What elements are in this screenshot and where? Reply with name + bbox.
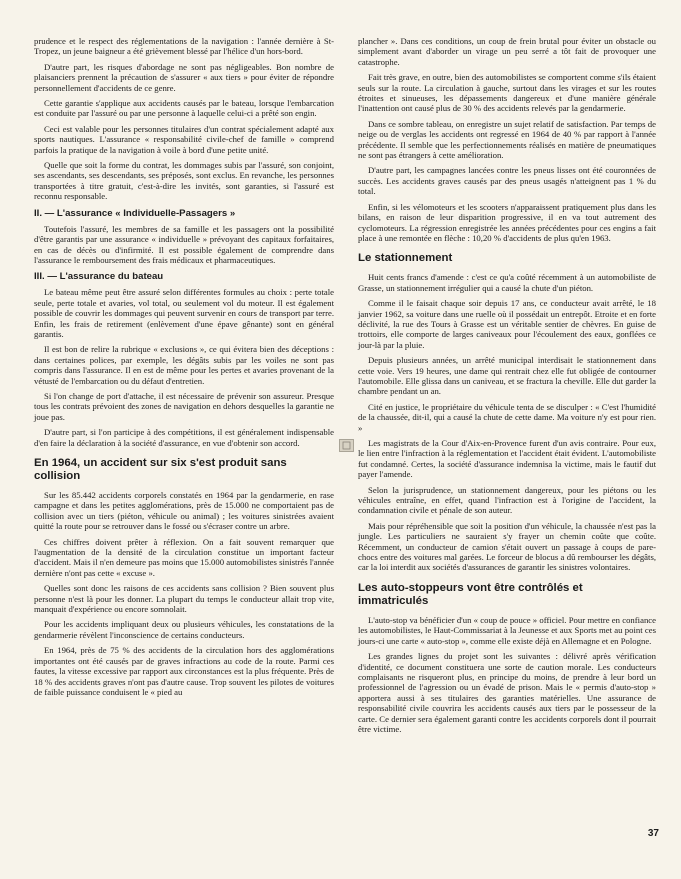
paragraph: Enfin, si les vélomoteurs et les scooters n'apparaissent pratiquement plus dans les bilans, en raison de leur disparition progressive, il en va tout autrement des cyclomoteurs. La régression enregistrée les années précédentes pour ces engins a fait place à une remontée en flèche : 10,20 % d'accidents de plus qu'en 1963. xyxy=(358,201,656,243)
paragraph: Le bateau même peut être assuré selon différentes formules au choix : perte totale seule, perte totale et avaries, vol total, ou seulement vol du moteur. Il est également possible de couvrir les dommages qui peuvent survenir en cours de transport par terre. Enfin, les frais de retirement (enlèvement d'une épave gênante) sont en général garantis. xyxy=(34,287,334,339)
binding-mark-icon xyxy=(339,439,354,452)
paragraph: Comme il le faisait chaque soir depuis 17 ans, ce conducteur avait arrêté, le 18 janvier 1962, sa voiture dans une ruelle où il possédait un entrepôt. Etroite et en forte déclivité, la rue des Tours à Grasse est un véritable sentier de chèvres. En guise de trottoirs, elle comporte de larges caniveaux pour l'écoulement des eaux, gonflées ce jour-là par la pluie. xyxy=(358,298,656,350)
paragraph: Il est bon de relire la rubrique « exclusions », ce qui évitera bien des déceptions : dans certaines polices, par exemple, les dégâts subis par les voiles ne sont pas compris dans l'assurance. Il en est de même pour les pertes et avaries provenant de la vétusté de l'embarcation ou du défaut d'entretien. xyxy=(34,344,334,386)
paragraph: Selon la jurisprudence, un stationnement dangereux, pour les piétons ou les véhicules entraîne, en effet, quand l'infraction est à l'origine de l'accident, la condamnation civile et pénale de son auteur. xyxy=(358,484,656,516)
paragraph: D'autre part, les risques d'abordage ne sont pas négligeables. Bon nombre de plaisanciers prennent la précaution de s'assurer « aux tiers » pour éviter de répondre personnellement d'accidents de ce genre. xyxy=(34,61,334,93)
paragraph: plancher ». Dans ces conditions, un coup de frein brutal pour éviter un obstacle ou simplement avant d'aborder un virage un peu serré a tôt fait de provoquer une catastrophe. xyxy=(358,36,656,67)
subsection-heading: III. — L'assurance du bateau xyxy=(34,271,164,283)
page-number: 37 xyxy=(647,828,659,839)
paragraph: prudence et le respect des réglementations de la navigation : l'année dernière à St-Tropez, un jeune baigneur a été grièvement blessé par l'hélice d'un hors-bord. xyxy=(34,36,334,57)
section-heading: En 1964, un accident sur six s'est produit sans collision xyxy=(34,457,287,482)
left-column xyxy=(34,36,334,702)
paragraph: Cité en justice, le propriétaire du véhicule tenta de se disculper : « C'est l'humidité de la chaussée, dit-il, qui a causé la chute de cette dame. Ma voiture n'y est pour rien. » xyxy=(358,401,656,433)
paragraph: L'auto-stop va bénéficier d'un « coup de pouce » officiel. Pour mettre en confiance les automobilistes, le Haut-Commissariat à la Jeunesse et aux Sports met au point ces jours-ci une carte « auto-stop », comme elle existe déjà en Allemagne et en Pologne. xyxy=(358,614,656,646)
paragraph: Pour les accidents impliquant deux ou plusieurs véhicules, les constatations de la gendarmerie révèlent l'inconscience de certains conducteurs. xyxy=(34,619,334,640)
paragraph: Quelles sont donc les raisons de ces accidents sans collision ? Bien souvent plus personne n'est là pour les donner. La plupart du temps le conducteur allait trop vite, manquait d'expérience ou encore somnolait. xyxy=(34,583,334,615)
paragraph: Depuis plusieurs années, un arrêté municipal interdisait le stationnement dans cette voie. Vers 19 heures, une dame qui rentrait chez elle fut obligée de contourner l'automobile. Elle glissa dans un caniveau, et se fractura la cheville. Elle dut garder la chambre pendant un an. xyxy=(358,355,656,397)
paragraph: Ces chiffres doivent prêter à réflexion. On a fait souvent remarquer que l'augmentation de la densité de la circulation constitue un important facteur d'accident. Mais il n'en demeure pas moins que 15.000 automobilistes sinistrés l'année dernière n'ont pas cette « excuse ». xyxy=(34,536,334,578)
section-heading: Le stationnement xyxy=(358,252,453,265)
paragraph: Toutefois l'assuré, les membres de sa famille et les passagers ont la possibilité d'être garantis par une assurance « individuelle » prévoyant des capitaux forfaitaires, en cas de décès ou d'infirmité. Il est possible également de comprendre dans l'assurance le remboursement des frais médicaux et pharmaceutiques. xyxy=(34,223,334,265)
paragraph: Huit cents francs d'amende : c'est ce qu'a coûté récemment à un automobiliste de Grasse, un stationnement irrégulier qui a causé la chute d'un piéton. xyxy=(358,272,656,293)
paragraph: Les grandes lignes du projet sont les suivantes : délivré après vérification d'identité, ce document constituera une sorte de caution morale. Les conducteurs complaisants ne risqueront plus, en principe du moins, de prendre à leur bord un professionnel de l'agression ou un évadé de prison. Mais le « permis d'auto-stop » apportera aussi à ses titulaires des garanties matérielles. Une assurance de responsabilité civile couvrira les accidents causés aux tiers par le possesseur de la carte. Ce dernier sera également garanti contre les accidents corporels dont il pourrait être victime. xyxy=(358,651,656,734)
subsection-heading: II. — L'assurance « Individuelle-Passagers » xyxy=(34,207,236,219)
paragraph: D'autre part, les campagnes lancées contre les pneus lisses ont été couronnées de succès. Les accidents graves causés par des pneus usagés n'atteignent pas 1 % du total. xyxy=(358,165,656,197)
paragraph: Mais pour répréhensible que soit la position d'un véhicule, la chaussée n'est pas la jungle. Les particuliers ne sauraient s'y frayer un chemin coûte que coûte. Récemment, un conducteur de camion s'était ouvert un passage à coups de pare-chocs entre des voitures mal garées. Le forceur de blocus a dû rembourser les dégâts, car la loi interdit aux sociétés d'assurances de garantir les sinistres volontaires. xyxy=(358,520,656,573)
section-heading: Les auto-stoppeurs vont être contrôlés et immatriculés xyxy=(358,581,583,607)
paragraph: Dans ce sombre tableau, on enregistre un sujet relatif de satisfaction. Par temps de neige ou de verglas les accidents ont regressé en 1964 de 40 % par rapport à l'année précédente. Il semble que les perfectionnements réalisés en matière de pneumatiques ne sont pas étrangers à cette amélioration. xyxy=(358,118,656,161)
paragraph: Ceci est valable pour les personnes titulaires d'un contrat spécialement adapté aux sports nautiques. L'assurance « responsabilité civile-chef de famille » comprend parfois la pratique de la navigation à voile à bord d'une petite unité. xyxy=(34,123,334,155)
paragraph: En 1964, près de 75 % des accidents de la circulation hors des agglomérations importantes ont été causés par de graves infractions au code de la route. Parmi ces fautes, la vitesse excessive par rapport aux circonstances est la plus fréquente. Près de 18 % des accidents graves n'ont pas d'autre cause. Trop souvent les pilotes de voitures de faible puissance conduisent le « pied au xyxy=(34,645,334,697)
paragraph: Fait très grave, en outre, bien des automobilistes se comportent comme s'ils étaient seuls sur la route. La circulation à gauche, surtout dans les virages et sur les routes étroites et sinueuses, les dépassements dangereux et d'une manière générale l'inattention ont causé plus de 30 % des accidents relevés par la gendarmerie. xyxy=(358,72,656,114)
paragraph: Sur les 85.442 accidents corporels constatés en 1964 par la gendarmerie, en rase campagne et dans les petites agglomérations, près de 15.000 ne comportaient pas de collision avec un tiers (piéton, véhicule ou animal) ; les voitures sinistrées avaient quitté la route pour se retrouver dans le fossé ou s'écraser contre un arbre. xyxy=(34,490,334,532)
paragraph: D'autre part, si l'on participe à des compétitions, il est généralement indispensable d'en faire la déclaration à la société d'assurance, en vue d'obtenir son accord. xyxy=(34,427,334,448)
paragraph: Les magistrats de la Cour d'Aix-en-Provence furent d'un avis contraire. Pour eux, le lien entre l'infraction à la réglementation et l'accident était évident. L'automobiliste fut condamné. Certes, la société d'assurance indemnisa la victime, mais le fautif dut payer l'amende. xyxy=(358,438,656,480)
paragraph: Quelle que soit la forme du contrat, les dommages subis par l'assuré, son conjoint, ses ascendants, ses descendants, ses préposés, sont exclus. En revanche, les personnes transportées à titre gratuit, c'est-à-dire les invités, sont garanties, si l'assuré est reconnu responsable. xyxy=(34,160,334,202)
paragraph: Cette garantie s'applique aux accidents causés par le bateau, lorsque l'embarcation est conduite par l'assuré ou par une personne à laquelle celui-ci a prêté son engin. xyxy=(34,98,334,119)
right-column xyxy=(358,36,656,739)
paragraph: Si l'on change de port d'attache, il est nécessaire de prévenir son assureur. Presque tous les contrats prévoient des zones de navigation en dehors desquelles la garantie ne joue pas. xyxy=(34,390,334,422)
